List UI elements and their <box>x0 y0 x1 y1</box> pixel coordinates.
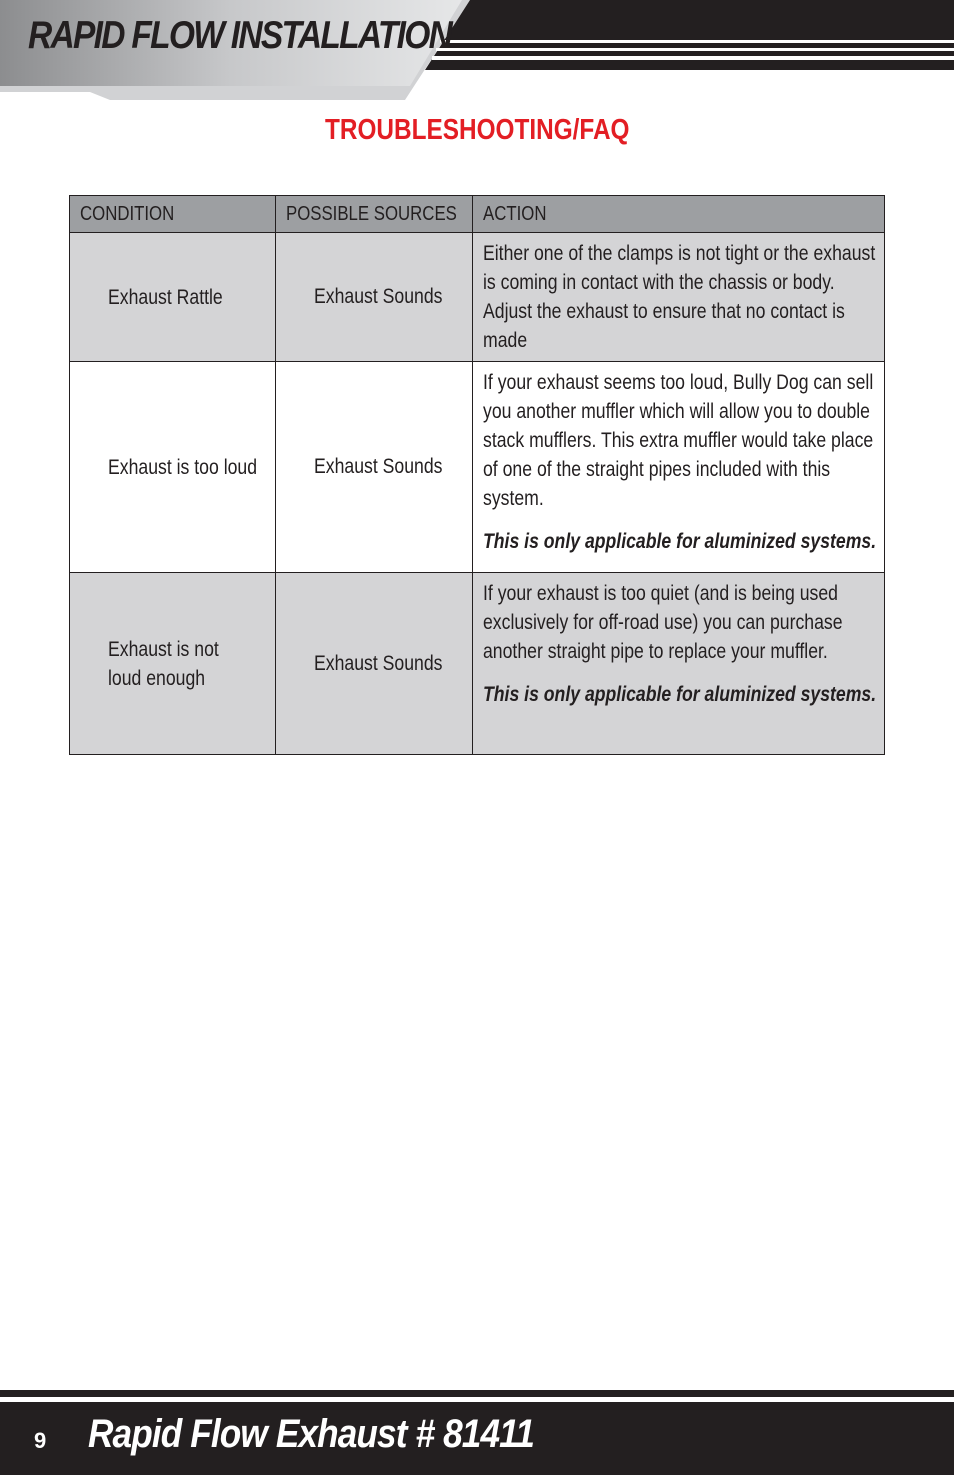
header-banner <box>0 0 954 105</box>
action-cell <box>473 573 885 755</box>
condition-cell: Exhaust Rattle <box>70 233 276 362</box>
footer-title: Rapid Flow Exhaust # 81411 <box>88 1412 534 1456</box>
action-text: Either one of the clamps is not tight or the exhaust is coming in contact with the chassis or body. Adjust the exhaust to ensure that no contact is made <box>483 242 876 352</box>
condition-cell: Exhaust is too loud <box>70 362 276 573</box>
action-text: If your exhaust seems too loud, Bully Dog can sell you another muffler which will allow you to double stack mufflers. This extra muffler would take place of one of the straight pipes included with this system. <box>483 371 874 510</box>
source-cell: Exhaust Sounds <box>276 233 473 362</box>
condition-cell: Exhaust is not loud enough <box>70 573 276 755</box>
troubleshooting-table <box>69 195 885 755</box>
table-header-row <box>70 196 885 233</box>
column-header-condition: CONDITION <box>70 196 276 233</box>
column-header-sources: POSSIBLE SOURCES <box>276 196 473 233</box>
action-cell <box>473 362 885 573</box>
source-cell: Exhaust Sounds <box>276 362 473 573</box>
action-note: This is only applicable for aluminized systems. <box>483 683 877 706</box>
column-header-action: ACTION <box>473 196 885 233</box>
footer-divider <box>0 1390 954 1397</box>
table-row <box>70 573 885 755</box>
section-title-text: TROUBLESHOOTING/FAQ <box>324 114 630 146</box>
footer <box>0 1390 954 1475</box>
page-number: 9 <box>34 1428 47 1453</box>
section-title <box>0 114 954 147</box>
action-cell <box>473 233 885 362</box>
action-note: This is only applicable for aluminized systems. <box>483 530 877 553</box>
header-title: RAPID FLOW INSTALLATION <box>28 14 452 57</box>
action-text: If your exhaust is too quiet (and is being used exclusively for off-road use) you can purchase another straight pipe to replace your muffler. <box>483 582 843 663</box>
source-cell: Exhaust Sounds <box>276 573 473 755</box>
table-row <box>70 233 885 362</box>
table-row <box>70 362 885 573</box>
